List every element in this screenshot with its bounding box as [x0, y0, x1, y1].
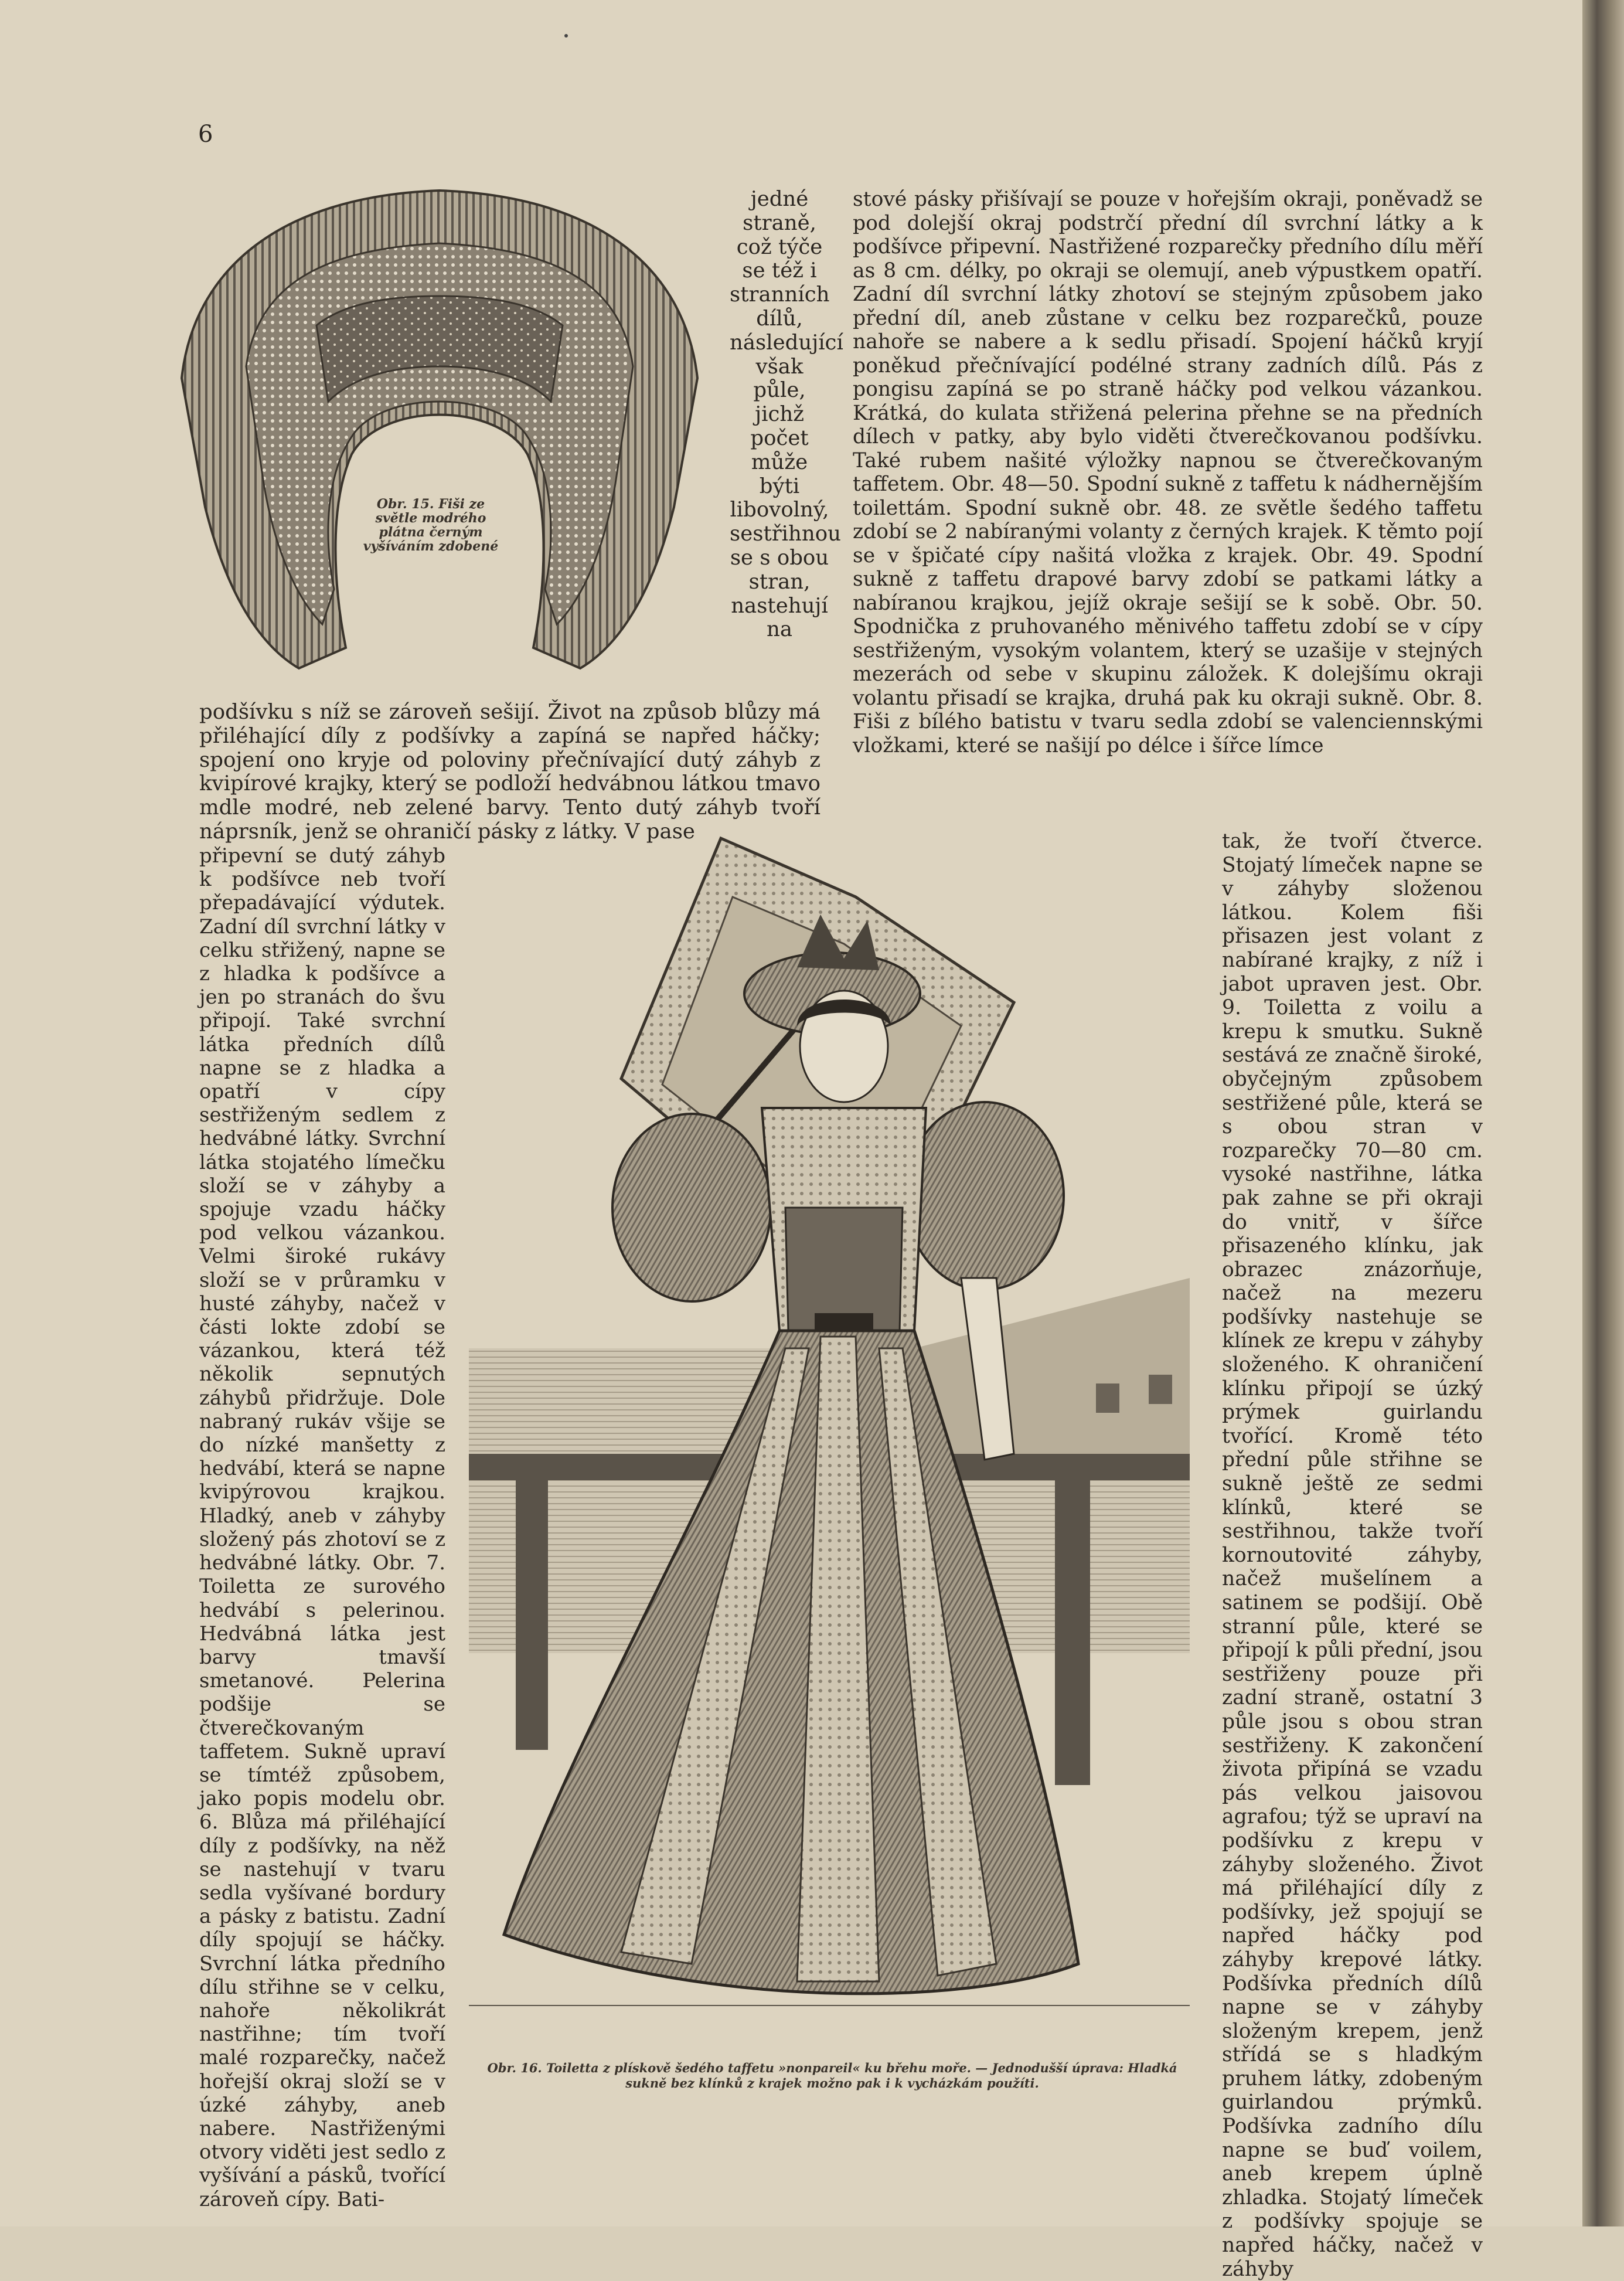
print-speck: [564, 34, 568, 38]
column-left-main-text: připevní se dutý záhyb k podšívce neb tvoří přepadávající výdutek. Zadní díl svrchní látky v celku střižený, napne se z hladka k podšívce a jen po stranách do švu připojí. Také svrchní látka předních dílů napne se z hladka a opatří v cípy sestřiženým sedlem z hedvábné látky. Svrchní látka stojatého límečku složí se v záhyby a spojuje vzadu háčky pod velkou vázankou. Velmi široké rukávy složí se v průramku v husté záhyby, načež v části lokte zdobí se vázankou, která též několik sepnutých záhybů přidržuje. Dole nabraný rukáv všije se do nízké manšetty z hedvábí, která se napne kvipýrovou krajkou. Hladký, aneb v záhyby složený pás zhotoví se z hedvábné látky. Obr. 7. Toiletta ze surového hedvábí s pelerinou. Hedvábná látka jest barvy tmavší smetanové. Pelerina podšije se čtverečkovaným taffetem. Sukně upraví se tímtéž způsobem, jako popis modelu obr. 6. Blůza má přiléhající díly z podšívky, na něž se nastehují v tvaru sedla vyšívané bordury a pásky z batistu. Zadní díly spojují se háčky. Svrchní látka předního dílu střihne se v celku, nahoře několikrát nastřihne; tím tvoří malé rozparečky, načež hořejší okraj složí se v úzké záhyby, aneb nabere. Nastřiženými otvory viděti jest sedlo z vyšívání a pásků, tvořící zároveň cípy. Bati-: [199, 844, 445, 2211]
svg-text:vyšíváním zdobené: vyšíváním zdobené: [363, 539, 499, 554]
sleeve-right: [905, 1102, 1064, 1290]
book-binding-edge: [1582, 0, 1624, 2226]
svg-text:plátna černým: plátna černým: [379, 525, 483, 540]
figure-16-toilette-illustration: [469, 832, 1190, 2052]
belt: [815, 1313, 873, 1331]
svg-text:světle modrého: světle modrého: [375, 511, 486, 526]
column-right-top-text: stové pásky přišívají se pouze v hořejším okraji, poněvadž se pod dolejší okraj podstrčí přední díl svrchní látky a k podšívce připevní. Nastřižené rozparečky předního dílu měří as 8 cm. délky, po okraji se olemují, aneb výpustkem opatří. Zadní díl svrchní látky zhotoví se stejným způsobem jako přední díl, aneb zůstane v celku bez rozparečků, pouze nahoře se nabere a k sedlu přisadí. Spojení háčků kryjí poněkud přečnívající podélné strany zadních dílů. Pás z pongisu zapíná se po straně háčky pod velkou vázankou. Krátká, do kulata střižená pelerina přehne se na předních dílech v patky, aby bylo viděti čtverečkovanou podšívku. Také rubem našité výložky napnou se čtverečkovaným taffetem. Obr. 48—50. Spodní sukně z taffetu k nádhernějším toilettám. Spodní sukně obr. 48. ze světle šedého taffetu zdobí se 2 nabíranými volanty z černých krajek. K těmto pojí se v špičaté cípy našitá vložka z krajek. Obr. 49. Spodní sukně z taffetu drapové barvy zdobí se patkami látky a nabíranou krajkou, jejíž okraje sešijí se k sobě. Obr. 50. Spodnička z pruhovaného měnivého taffetu zdobí se v cípy sestřiženým, vysokým volantem, který se uzašije v stejných mezerách od sebe v skupinu záložek. K dolejšímu okraji volantu přisadí se krajka, druhá pak ku okraji sukně. Obr. 8. Fiši z bílého batistu v tvaru sedla zdobí se valenciennskými vložkami, které se našijí po délce i šířce límce: [853, 188, 1483, 757]
railing-post: [1055, 1480, 1090, 1785]
railing-post: [516, 1480, 548, 1750]
column-left-top-text: podšívku s níž se zároveň sešijí. Život na způsob blůzy má přiléhající díly z podšívky a zapíná se napřed háčky; spojení ono kryje od poloviny přečnívající dutý záhyb z kvipírové krajky, který se podloží hedvábnou látkou tmavo mdle modré, neb zelené barvy. Tento dutý záhyb tvoří náprsník, jenž se ohraničí pásky z látky. V pase: [199, 700, 820, 844]
figure-15-caption: [358, 563, 527, 593]
figure-15-fichu-illustration: [170, 179, 709, 680]
column-right-main-text: tak, že tvoří čtverce. Stojatý límeček napne se v záhyby složenou látkou. Kolem fiši přisazen jest volant z nabírané krajky, z níž i jabot upraven jest. Obr. 9. Toiletta z voilu a krepu k smutku. Sukně sestává ze značně široké, obyčejným způsobem sestřižené půle, která se s obou stran v rozparečky 70—80 cm. vysoké nastřihne, látka pak zahne se při okraji do vnitř, v šířce přisazeného klínku, jak obrazec znázorňuje, načež na mezeru podšívky nastehuje se klínek ze krepu v záhyby složeného. K ohraničení klínku připojí se úzký prýmek guirlandu tvořící. Kromě této přední půle střihne se sukně ještě ze sedmi klínků, které se sestřihnou, takže tvoří kornoutovité záhyby, načež mušelínem a satinem se podšijí. Obě stranní půle, které se připojí k půli přední, jsou sestřiženy pouze při zadní straně, ostatní 3 půle jsou s obou stran sestřiženy. K zakončení života připíná se vzadu pás velkou jaisovou agrafou; týž se upraví na podšívku z krepu v záhyby složeného. Život má přiléhající díly z podšívky, jež spojují se napřed háčky pod záhyby krepové látky. Podšívka předních dílů napne se v záhyby složeným krepem, jenž střídá se s hladkým pruhem látky, zdobeným guirlandou prýmků. Podšívka zadního dílu napne se buď voilem, aneb krepem úplně zhladka. Stojatý límeček z podšívky spojuje se napřed háčky, načež v záhyby: [1222, 830, 1483, 2281]
page-number: 6: [198, 121, 213, 148]
figure-16-caption: Obr. 16. Toiletta z plískově šedého taffetu »nonpareil« ku břehu moře. — Jednodušší úprava: Hladká sukně bez klínků z krajek možno pak i k vycházkám použíti.: [487, 2061, 1177, 2090]
shore: [914, 1278, 1190, 1477]
svg-text:Obr. 15. Fiši ze: Obr. 15. Fiši ze: [376, 497, 485, 512]
column-narrow-text: jedné straně, což týče se též i stranních dílů, následující však půle, jichž počet může býti libovolný, sestřihnou se s obou stran, nastehují na: [730, 187, 843, 642]
sleeve-left: [612, 1114, 771, 1301]
